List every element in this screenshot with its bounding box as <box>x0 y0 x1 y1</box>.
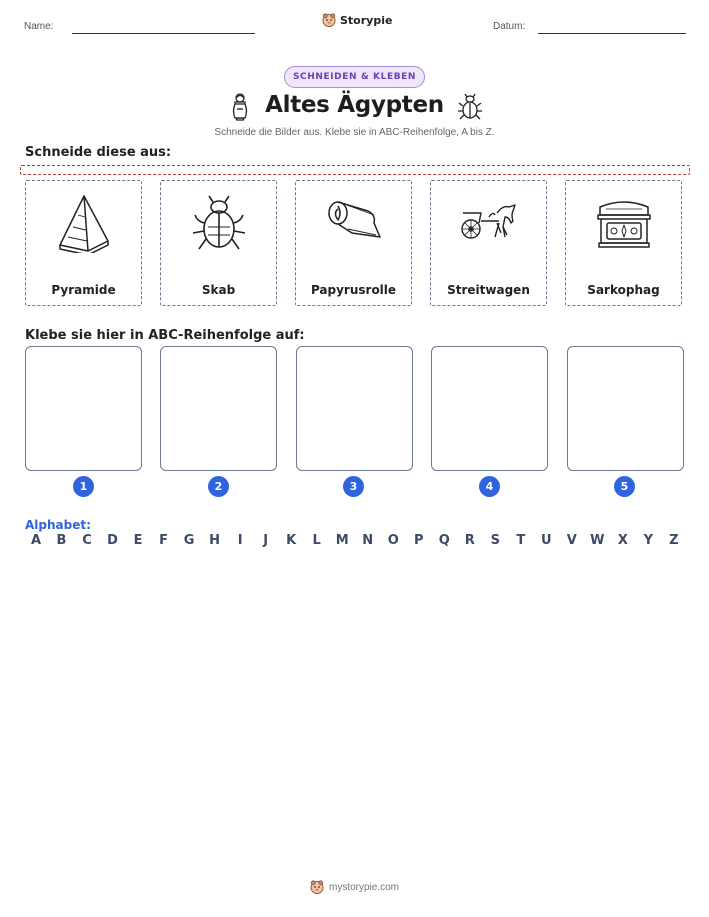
paste-slot-2[interactable] <box>160 346 277 471</box>
card-label: Sarkophag <box>587 283 660 297</box>
instructions: Schneide die Bilder aus. Klebe sie in ABC-Reihenfolge, A bis Z. <box>214 127 495 138</box>
card-pyramid[interactable] <box>25 180 142 306</box>
slot-number-badge: 3 <box>343 476 364 497</box>
alphabet-letter: M <box>335 533 349 548</box>
cut-line[interactable] <box>20 165 690 175</box>
footer-url[interactable]: mystorypie.com <box>328 881 399 893</box>
alphabet-letter: U <box>541 533 552 548</box>
brand-logo <box>322 13 392 27</box>
card-sarcophagus[interactable] <box>565 180 682 306</box>
alphabet-row <box>25 533 685 548</box>
alphabet-letter: V <box>566 533 577 548</box>
alphabet-letter: N <box>362 533 374 548</box>
alphabet-letter: Z <box>669 533 679 548</box>
storypie-mascot-icon <box>310 880 324 894</box>
alphabet-letter: A <box>30 533 42 548</box>
card-label: Pyramide <box>51 283 116 297</box>
alphabet-letter: S <box>490 533 500 548</box>
date-label: Datum: <box>493 21 526 32</box>
card-label: Papyrusrolle <box>310 283 397 297</box>
name-line <box>72 33 255 34</box>
card-scarab[interactable] <box>160 180 277 306</box>
card-papyrus[interactable] <box>295 180 412 306</box>
papyrus-scroll-icon <box>324 193 384 253</box>
alphabet-letter: E <box>133 533 143 548</box>
paste-slot-1[interactable] <box>25 346 142 471</box>
scarab-icon <box>189 193 249 253</box>
card-label: Skab <box>201 283 236 297</box>
alphabet-letter: I <box>237 533 243 548</box>
alphabet-letter: F <box>159 533 169 548</box>
slot-number-badge: 1 <box>73 476 94 497</box>
paste-slot-5[interactable] <box>567 346 684 471</box>
scarab-icon <box>457 92 483 122</box>
alphabet-letter: J <box>263 533 269 548</box>
alphabet-letter: K <box>286 533 297 548</box>
alphabet-letter: L <box>312 533 321 548</box>
sarcophagus-icon <box>594 193 654 253</box>
alphabet-letter: Q <box>438 533 450 548</box>
card-chariot[interactable] <box>430 180 547 306</box>
paste-slot-3[interactable] <box>296 346 413 471</box>
slot-number-badge: 5 <box>614 476 635 497</box>
alphabet-letter: C <box>82 533 92 548</box>
name-label: Name: <box>24 21 54 32</box>
chariot-icon <box>459 193 519 253</box>
alphabet-label: Alphabet: <box>25 518 91 532</box>
alphabet-letter: X <box>617 533 628 548</box>
paste-slot-4[interactable] <box>431 346 548 471</box>
alphabet-letter: B <box>56 533 67 548</box>
slot-number-badge: 4 <box>479 476 500 497</box>
alphabet-letter: H <box>209 533 221 548</box>
activity-tag: SCHNEIDEN & KLEBEN <box>284 66 425 88</box>
slot-number-badge: 2 <box>208 476 229 497</box>
alphabet-letter: P <box>413 533 424 548</box>
paste-heading: Klebe sie hier in ABC-Reihenfolge auf: <box>25 328 305 343</box>
alphabet-letter: D <box>107 533 118 548</box>
alphabet-letter: O <box>387 533 399 548</box>
storypie-mascot-icon <box>322 13 336 27</box>
date-line <box>538 33 686 34</box>
alphabet-letter: R <box>464 533 475 548</box>
card-label: Streitwagen <box>447 283 530 297</box>
page-title: Altes Ägypten <box>265 92 444 118</box>
title-row <box>0 92 709 126</box>
footer <box>0 880 709 894</box>
alphabet-letter: T <box>516 533 526 548</box>
alphabet-letter: W <box>590 533 605 548</box>
worksheet-header <box>0 0 709 50</box>
cut-heading: Schneide diese aus: <box>25 145 172 160</box>
alphabet-letter: Y <box>643 533 654 548</box>
alphabet-letter: G <box>183 533 195 548</box>
pyramid-icon <box>54 193 114 253</box>
brand-name: Storypie <box>340 13 393 27</box>
